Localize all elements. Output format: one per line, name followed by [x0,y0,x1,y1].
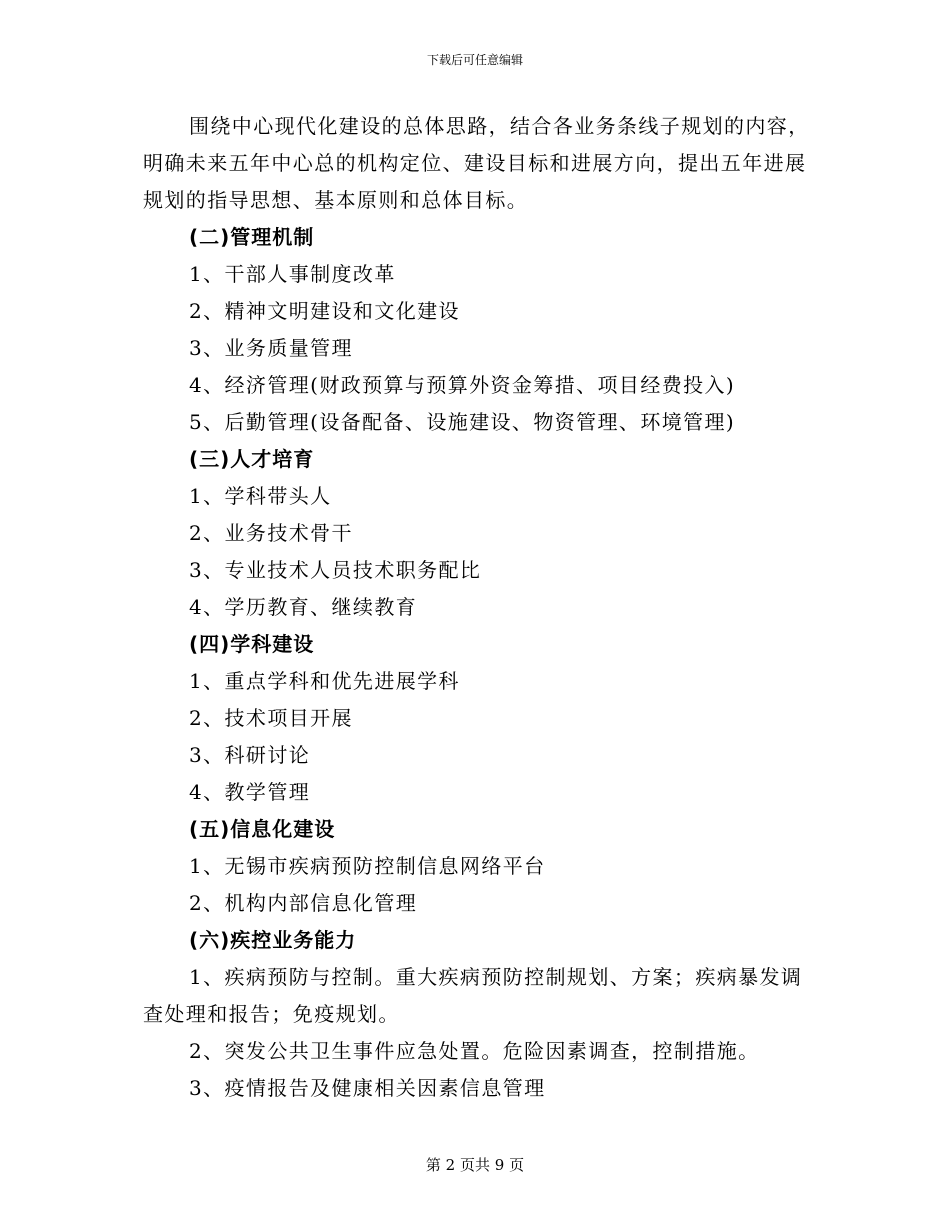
intro-paragraph: 围绕中心现代化建设的总体思路，结合各业务条线子规划的内容，明确未来五年中心总的机构定位、建设目标和进展方向，提出五年进展规划的指导思想、基本原则和总体目标。 [143,114,810,212]
page-footer: 第 2 页共 9 页 [425,1156,525,1174]
section-heading: (四)学科建设 [189,632,315,656]
list-item: 3、专业技术人员技术职务配比 [189,558,482,582]
section-disease-control [143,922,813,1107]
list-item: 1、重点学科和优先进展学科 [189,669,460,693]
page-header: 下载后可任意编辑 [426,53,523,67]
list-item: 2、机构内部信息化管理 [189,891,418,915]
section-informatization [143,811,813,922]
list-item: 1、疾病预防与控制。重大疾病预防控制规划、方案；疾病暴发调查处理和报告；免疫规划。 [143,965,803,1026]
list-item: 4、学历教育、继续教育 [189,595,418,619]
section-heading: (六)疾控业务能力 [189,928,357,952]
section-management [143,219,813,441]
list-item: 2、突发公共卫生事件应急处置。危险因素调查，控制措施。 [189,1039,760,1063]
document-body [143,108,813,1107]
list-item: 2、技术项目开展 [189,706,353,730]
section-heading: (二)管理机制 [189,225,315,249]
section-heading: (三)人才培育 [189,447,315,471]
list-item: 5、后勤管理(设备配备、设施建设、物资管理、环境管理) [189,410,736,434]
list-item: 4、经济管理(财政预算与预算外资金筹措、项目经费投入) [189,373,736,397]
section-talent [143,441,813,626]
list-item: 1、学科带头人 [189,484,332,508]
list-item: 3、业务质量管理 [189,336,353,360]
section-discipline [143,626,813,811]
list-item: 3、疫情报告及健康相关因素信息管理 [189,1076,546,1100]
list-item: 2、业务技术骨干 [189,521,353,545]
list-item: 1、无锡市疾病预防控制信息网络平台 [189,854,546,878]
list-item: 4、教学管理 [189,780,311,804]
list-item: 3、科研讨论 [189,743,311,767]
list-item: 2、精神文明建设和文化建设 [189,299,460,323]
section-heading: (五)信息化建设 [189,817,336,841]
list-item: 1、干部人事制度改革 [189,262,396,286]
